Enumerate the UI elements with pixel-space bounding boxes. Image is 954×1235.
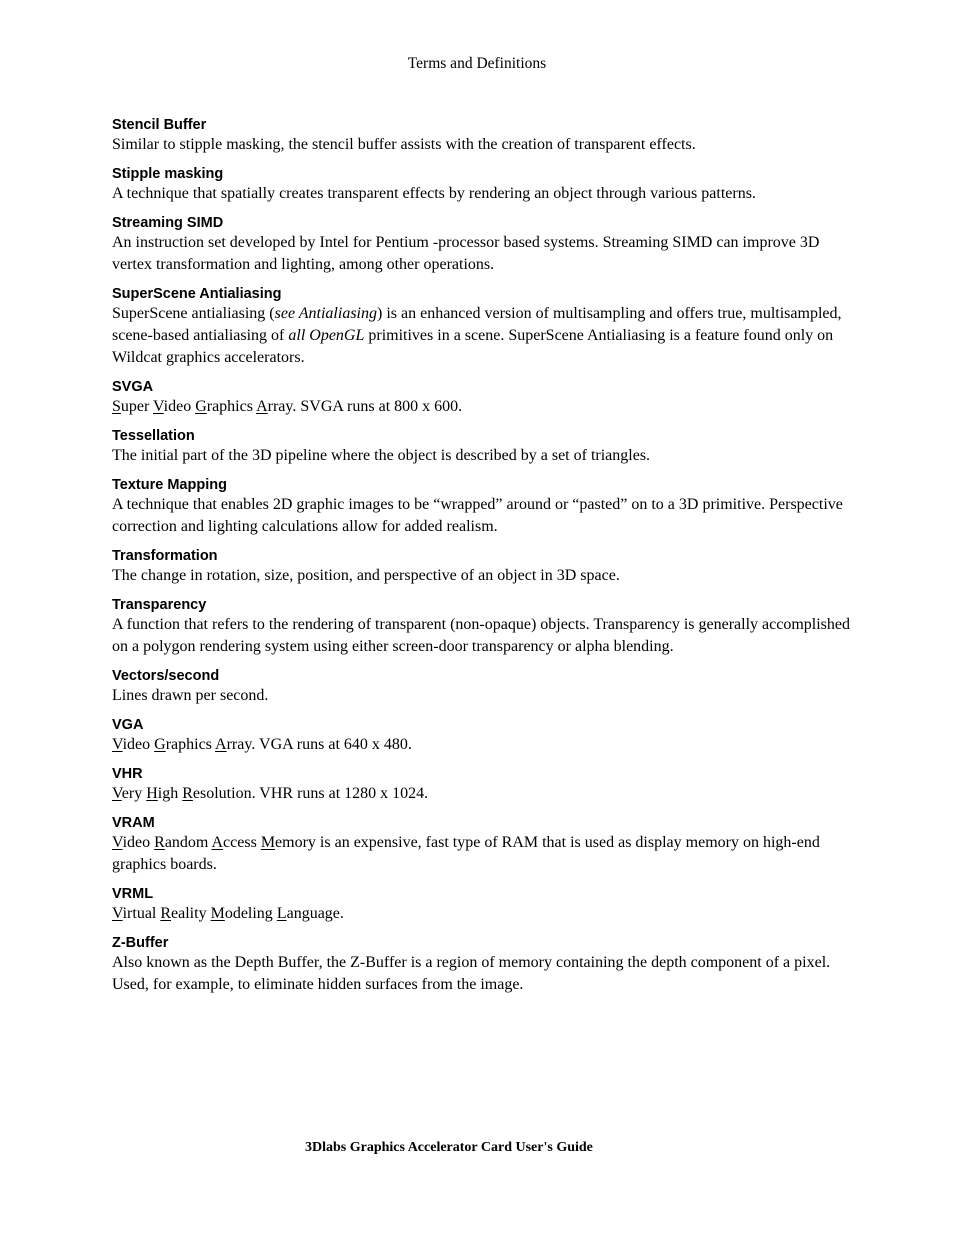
definition-text: igh bbox=[157, 785, 183, 802]
definition-text: A technique that enables 2D graphic images to be “wrapped” around or “pasted” on to a 3D primitive. Perspective correction and lighting calculations allow for added realism. bbox=[112, 496, 843, 535]
glossary-definition bbox=[112, 445, 852, 467]
definition-text: A technique that spatially creates transparent effects by rendering an object through various patterns. bbox=[112, 185, 756, 202]
glossary-entry bbox=[112, 666, 852, 707]
definition-text: emory is an expensive, fast type of RAM that is used as display memory on high-end graphics boards. bbox=[112, 834, 820, 873]
glossary-definition bbox=[112, 494, 852, 538]
glossary-definition bbox=[112, 952, 852, 996]
glossary-definition bbox=[112, 183, 852, 205]
glossary-term: Streaming SIMD bbox=[112, 215, 224, 231]
glossary-term: VGA bbox=[112, 717, 144, 733]
glossary-term: Transformation bbox=[112, 548, 218, 564]
page-header: Terms and Definitions bbox=[407, 55, 547, 72]
underlined-initial: M bbox=[210, 905, 225, 922]
glossary-definition bbox=[112, 565, 852, 587]
glossary-term: Z-Buffer bbox=[112, 935, 169, 951]
glossary-entry bbox=[112, 933, 852, 996]
glossary-entry bbox=[112, 715, 852, 756]
glossary-term: SuperScene Antialiasing bbox=[112, 286, 282, 302]
glossary-definition bbox=[112, 783, 852, 805]
glossary-term: Vectors/second bbox=[112, 668, 220, 684]
glossary-entry bbox=[112, 284, 852, 369]
underlined-initial: V bbox=[112, 785, 122, 802]
definition-text: SuperScene antialiasing ( bbox=[112, 305, 275, 322]
definition-text: ccess bbox=[223, 834, 261, 851]
glossary-term: Texture Mapping bbox=[112, 477, 227, 493]
definition-text: rray. SVGA runs at 800 x 600. bbox=[267, 398, 463, 415]
glossary-list bbox=[112, 115, 852, 1004]
definition-text: ery bbox=[121, 785, 147, 802]
underlined-initial: A bbox=[211, 834, 224, 851]
underlined-initial: A bbox=[215, 736, 227, 753]
underlined-initial: G bbox=[154, 736, 166, 753]
glossary-term: VRAM bbox=[112, 815, 155, 831]
glossary-entry bbox=[112, 546, 852, 587]
glossary-definition bbox=[112, 396, 852, 418]
definition-text: raphics bbox=[206, 398, 257, 415]
glossary-entry bbox=[112, 813, 852, 876]
glossary-term: VRML bbox=[112, 886, 154, 902]
definition-text: andom bbox=[164, 834, 212, 851]
definition-text: The change in rotation, size, position, and perspective of an object in 3D space. bbox=[112, 567, 620, 584]
definition-text: ideo bbox=[122, 834, 155, 851]
glossary-definition bbox=[112, 303, 852, 369]
underlined-initial: V bbox=[112, 736, 123, 753]
glossary-entry bbox=[112, 115, 852, 156]
underlined-initial: G bbox=[195, 398, 207, 415]
glossary-term: Tessellation bbox=[112, 428, 195, 444]
definition-text: ideo bbox=[163, 398, 196, 415]
glossary-definition bbox=[112, 832, 852, 876]
glossary-term: Transparency bbox=[112, 597, 207, 613]
definition-text: anguage. bbox=[286, 905, 344, 922]
definition-text: An instruction set developed by Intel for Pentium -processor based systems. Streaming SIMD can improve 3D vertex transformation and lighting, among other operations. bbox=[112, 234, 820, 273]
glossary-entry bbox=[112, 164, 852, 205]
glossary-term: Stipple masking bbox=[112, 166, 224, 182]
definition-text: esolution. VHR runs at 1280 x 1024. bbox=[192, 785, 429, 802]
definition-text: ) is an enhanced version of multisampling and offers true, multisampled, scene-based antialiasing of bbox=[112, 305, 842, 344]
definition-text: irtual bbox=[122, 905, 161, 922]
underlined-initial: R bbox=[154, 834, 165, 851]
underlined-initial: M bbox=[260, 834, 276, 851]
glossary-entry bbox=[112, 764, 852, 805]
definition-text: eality bbox=[171, 905, 211, 922]
glossary-entry bbox=[112, 213, 852, 276]
definition-text: Also known as the Depth Buffer, the Z-Buffer is a region of memory containing the depth component of a pixel. Used, for example, to eliminate hidden surfaces from the image. bbox=[112, 954, 831, 993]
definition-text: odeling bbox=[224, 905, 277, 922]
definition-text: A function that refers to the rendering of transparent (non-opaque) objects. Transparency is generally accomplished on a polygon rendering system using either screen-door transparency or alpha blending. bbox=[112, 616, 850, 655]
glossary-definition bbox=[112, 734, 852, 756]
definition-text: primitives in a scene. SuperScene Antialiasing is a feature found only on Wildcat graphics accelerators. bbox=[112, 327, 834, 366]
glossary-term: VHR bbox=[112, 766, 143, 782]
glossary-entry bbox=[112, 377, 852, 418]
glossary-entry bbox=[112, 595, 852, 658]
glossary-definition bbox=[112, 232, 852, 276]
page-footer: 3Dlabs Graphics Accelerator Card User's Guide bbox=[305, 1140, 593, 1155]
glossary-definition bbox=[112, 134, 852, 156]
definition-text: ideo bbox=[122, 736, 155, 753]
glossary-term: SVGA bbox=[112, 379, 154, 395]
underlined-initial: R bbox=[182, 785, 193, 802]
glossary-definition bbox=[112, 685, 852, 707]
glossary-term: Stencil Buffer bbox=[112, 117, 207, 133]
definition-text: The initial part of the 3D pipeline where the object is described by a set of triangles. bbox=[112, 447, 651, 464]
underlined-initial: A bbox=[256, 398, 268, 415]
underlined-initial: V bbox=[112, 905, 123, 922]
italic-text: see Antialiasing bbox=[274, 305, 377, 322]
definition-text: uper bbox=[120, 398, 154, 415]
italic-text: all OpenGL bbox=[288, 327, 365, 344]
underlined-initial: R bbox=[160, 905, 172, 922]
definition-text: raphics bbox=[165, 736, 216, 753]
definition-text: rray. VGA runs at 640 x 480. bbox=[226, 736, 412, 753]
glossary-entry bbox=[112, 475, 852, 538]
glossary-entry bbox=[112, 426, 852, 467]
underlined-initial: L bbox=[276, 905, 287, 922]
underlined-initial: V bbox=[153, 398, 164, 415]
underlined-initial: H bbox=[146, 785, 158, 802]
underlined-initial: V bbox=[112, 834, 123, 851]
definition-text: Similar to stipple masking, the stencil buffer assists with the creation of transparent effects. bbox=[112, 136, 696, 153]
glossary-definition bbox=[112, 903, 852, 925]
glossary-entry bbox=[112, 884, 852, 925]
underlined-initial: S bbox=[112, 398, 121, 415]
definition-text: Lines drawn per second. bbox=[112, 687, 269, 704]
glossary-definition bbox=[112, 614, 852, 658]
